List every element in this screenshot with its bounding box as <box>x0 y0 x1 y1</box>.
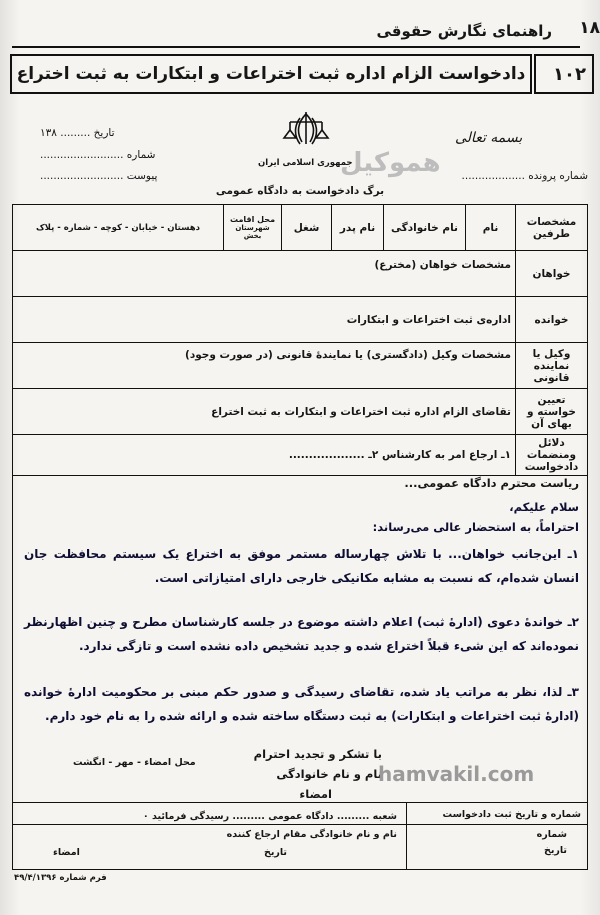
table-row <box>13 297 588 343</box>
row-value-evidence: ۱ـ ارجاع امر به کارشناس ۲ـ ................... <box>13 435 516 476</box>
table-header-row <box>13 205 588 251</box>
document-title: دادخواست الزام اداره ثبت اختراعات و ابتکارات به ثبت اختراع <box>10 54 532 94</box>
evidence-text: ۱ـ ارجاع امر به کارشناس ۲ـ <box>368 449 511 461</box>
row-label-evidence: دلائل ومنضمات دادخواست <box>516 435 588 476</box>
bismillah: بسمه تعالی <box>455 130 523 146</box>
attachment-label: پیوست <box>126 170 158 182</box>
letter-closing: با تشکر و تجدید احترام <box>253 747 382 761</box>
page-number: ۱۸ <box>579 18 600 38</box>
branch-label: شعبه <box>372 811 397 822</box>
row-value-plaintiff: مشخصات خواهان (مخترع) <box>13 251 516 297</box>
referral-branch: شعبه ......... دادگاه عمومی ......... رسیدگی فرمائید ۰ <box>142 811 397 822</box>
watermark-en: hamvakil.com <box>378 762 535 786</box>
letter-paragraph-1: ۱ـ این‌جانب خواهان... با تلاش چهارساله مستمر موفق به اختراع یک سیستم محافظت جان انسان شده‌ام، که نسبت به مشابه مکانیکی خارجی دارای امتیازاتی است. <box>24 547 579 585</box>
letter-name-line: نام و نام خانوادگی <box>276 767 382 781</box>
court-label: دادگاه عمومی <box>268 811 334 822</box>
row-value-defendant: اداره‌ی ثبت اختراعات و ابتکارات <box>13 297 516 343</box>
hearing-label: رسیدگی فرمائید <box>151 811 230 822</box>
letter-paragraph-2: ۲ـ خواندهٔ دعوی (ادارهٔ ثبت) اعلام داشته موضوع در جلسه کارشناسان مطرح و چنین اظهارنظر نموده‌اند که این شیء قبلاً اختراع شده و جدید تشخیص داده نشده است و تازگی ندارد. <box>24 615 579 653</box>
reg-title: شماره و تاریخ ثبت دادخواست <box>442 809 581 820</box>
referral-sign: امضاء <box>53 847 80 858</box>
header-residence-city: شهرستان <box>235 224 270 232</box>
emblem-caption: جمهوری اسلامی ایران <box>258 158 353 168</box>
form-title: برگ دادخواست به دادگاه عمومی <box>215 185 385 197</box>
table-row <box>13 343 588 389</box>
watermark-fa: هموکیل <box>340 148 441 178</box>
reg-date: تاریخ <box>543 845 567 856</box>
attachment-row: پیوست ......................... <box>40 170 158 182</box>
header-residence-label: محل اقامت <box>229 215 276 224</box>
header-surname: نام خانوادگی <box>384 205 466 251</box>
iran-emblem-icon <box>276 108 336 156</box>
case-number-row: شماره پرونده ................... <box>461 170 588 182</box>
form-code: فرم شماره ۴۹/۴/۱۳۹۶ <box>14 873 107 883</box>
number-row: شماره ......................... <box>40 149 156 161</box>
letter-paragraph-3: ۳ـ لذا، نظر به مراتب یاد شده، تقاضای رسیدگی و صدور حکم مبنی بر محکومیت ادارهٔ خوانده (ادارهٔ ثبت اختراعات و ابتکارات) به ثبت دستگاه ساخته شده و ارائه شده را به نام خود دارم. <box>24 685 579 723</box>
date-value: ۱۳۸ <box>40 127 57 139</box>
header-rule <box>12 46 580 48</box>
row-label-plaintiff: خواهان <box>516 251 588 297</box>
letter-greeting: سلام علیکم، <box>509 500 579 514</box>
header-job: شغل <box>282 205 332 251</box>
number-label: شماره <box>126 149 156 161</box>
table-row <box>13 389 588 435</box>
row-value-claim: تقاضای الزام اداره ثبت اختراعات و ابتکارات به ثبت اختراع <box>13 389 516 435</box>
parties-table <box>12 204 588 476</box>
referral-date: تاریخ <box>263 847 287 858</box>
item-number: ۱۰۲ <box>553 63 586 85</box>
letter-salutation: ریاست محترم دادگاه عمومی... <box>404 476 579 490</box>
row-label-claim: تعیین خواسته و بهای آن <box>516 389 588 435</box>
reg-number: شماره <box>536 829 567 840</box>
table-row <box>13 251 588 297</box>
date-label: تاریخ <box>93 127 115 139</box>
row-label-defendant: خوانده <box>516 297 588 343</box>
letter-seal-area: محل امضاء - مهر - انگشت <box>73 757 196 768</box>
row-label-lawyer: وکیل یا نماینده قانونی <box>516 343 588 389</box>
referral-referrer: نام و نام خانوادگی مقام ارجاع کننده <box>226 829 397 840</box>
header-parties: مشخصات طرفین <box>516 205 588 251</box>
book-title: راهنمای نگارش حقوقی <box>376 22 552 40</box>
header-residence <box>224 205 282 251</box>
case-number-label: شماره پرونده <box>528 170 588 182</box>
date-row <box>40 127 115 139</box>
header-name: نام <box>466 205 516 251</box>
item-number-box <box>534 54 594 94</box>
header-residence-section: بخش <box>243 232 262 240</box>
registration-side <box>406 803 587 869</box>
date-dots: ......... <box>60 127 91 139</box>
letter-signature: امضاء <box>299 787 332 801</box>
row-value-lawyer: مشخصات وکیل (دادگستری) یا نمایندهٔ قانونی (در صورت وجود) <box>13 343 516 389</box>
registration-box <box>12 802 588 870</box>
letter-intro: احتراماً، به استحضار عالی می‌رساند: <box>372 520 579 534</box>
header-residence-detail: دهستان - خیابان - کوچه - شماره - پلاک <box>13 205 224 251</box>
header-father: نام پدر <box>332 205 384 251</box>
